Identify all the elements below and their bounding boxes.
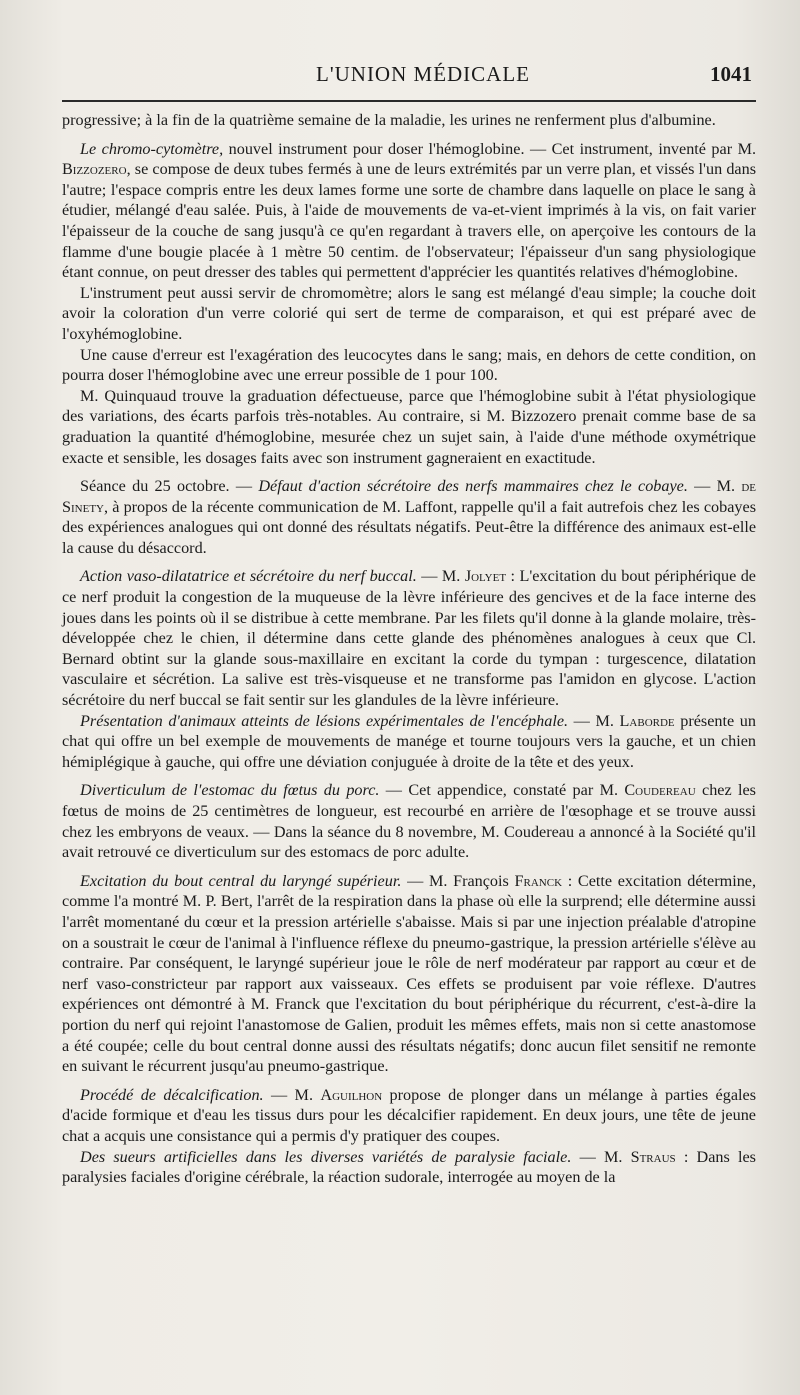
paragraph-text: — M. [263,1085,321,1104]
paragraph-continuation [62,110,756,131]
section-heading: Défaut d'action sécrétoire des nerfs mammaires chez le cobaye. [258,477,688,496]
paragraph-text: — M. François [401,871,515,890]
paragraph-chromo-cytometre [62,139,756,283]
paragraph-quinquaud [62,386,756,468]
author-name: Coudereau [624,781,696,800]
running-header [60,62,760,92]
paragraph-text: progressive; à la fin de la quatrième semaine de la maladie, les urines ne renferment plus d'albumine. [62,111,716,129]
paragraph-text: : Dans les paralysies faciales d'origine cérébrale, la réaction sudorale, interrogée au moyen de la [62,1147,756,1187]
journal-title: L'UNION MÉDICALE [316,62,531,86]
paragraph-text: Une cause d'erreur est l'exagération des leucocytes dans le sang; mais, en dehors de cette condition, on pourra doser l'hémoglobine avec une erreur possible de 1 pour 100. [62,345,756,385]
paragraph-text: — M. [571,1147,631,1166]
author-name: de Sinety [62,477,756,516]
author-name: Straus [630,1147,676,1166]
paragraph-text: — M. [416,567,465,586]
paragraph-nerf-buccal [62,566,756,710]
header-rule [62,100,756,102]
paragraph-text: : Cette excitation détermine, comme l'a montré M. P. Bert, l'arrêt de la respiration dans la phase où elle la surprend; elle détermine aussi l'arrêt momentané du cœur et la pression artérielle s'abaisse. Mais si par une injection préalable d'atropine on a soustrait le cœur de l'animal à l'influence réflexe du pneumo-gastrique, la pression artérielle s'élève au contraire. Par conséquent, le laryngé supérieur joue le rôle de nerf modérateur par rapport au cœur et de nerf vaso-constricteur par rapport aux vaisseaux. Ces effets se produisent par voie réflexe. D'autres expériences ont démontré à M. Franck que l'excitation du bout périphérique du récurrent, c'est-à-dire la portion du nerf qui rejoint l'anastomose de Galien, produit les mêmes effets, mais non si cette anastomose a été coupée; celle du bout central donne aussi des résultats négatifs; donc aucun filet sensitif ne remonte en suivant le récurrent jusqu'au pneumo-gastrique. [62,871,757,1076]
paragraph-text: L'instrument peut aussi servir de chromomètre; alors le sang est mélangé d'eau simple; la couche doit avoir la coloration d'un verre colorié qui sert de terme de comparaison, et qui est préparé avec de l'oxyhémoglobine. [62,283,756,343]
author-name: Laborde [619,711,675,730]
paragraph-text: M. Quinquaud trouve la graduation défectueuse, parce que l'hémoglobine subit à l'état physiologique des variations, des écarts parfois très-notables. Au contraire, si M. Bizzozero prenait comme base de sa graduation la quantité d'hémoglobine, mesurée chez un sujet sain, à l'aide d'une méthode oxymétrique exacte et sensible, les dosages faits avec son instrument gagneraient en exactitude. [62,386,756,467]
paragraph-cause-erreur [62,345,756,386]
paragraph-text: : L'excitation du bout périphérique de ce nerf produit la congestion de la muqueuse de la lèvre inférieure des gencives et de la face interne des joues dans les points où il se distribue à cette membrane. Par les filets qu'il donne à la glande molaire, très-développée chez le chien, il détermine dans cette glande des phénomènes analogues à ceux que Cl. Bernard obtint sur la glande sous-maxillaire en excitant la corde du tympan : turgescence, dilatation vasculaire et sécrétion. La salive est très-visqueuse et ne transforme pas l'amidon en glycose. L'action sécrétoire du nerf buccal se fait sentir sur les glandules de la lèvre inférieure. [62,567,756,710]
paragraph-text: — M. [568,711,620,730]
paragraph-encephale [62,711,756,773]
paragraph-decalcification [62,1085,756,1147]
author-name: Bizzozero [62,160,127,179]
section-heading: Action vaso-dilatatrice et sécrétoire du nerf buccal. [80,567,417,586]
author-name: Franck [514,871,563,890]
paragraph-text: chez les fœtus de moins de 25 centimètres de longueur, est recourbé en arrière de l'œsophage et se trouve aussi chez les embryons de veaux. — Dans la séance du 8 novembre, M. Coudereau a annoncé à la Société qu'il avait retrouvé ce diverticulum sur des estomacs de porc adulte. [62,781,756,862]
paragraph-text: propose de plonger dans un mélange à parties égales d'acide formique et d'eau les tissus durs pour les décalcifier rapidement. En deux jours, une tête de jeune chat a acquis une consistance qui a permis d'y pratiquer des coupes. [62,1085,756,1145]
paragraph-chromometre [62,283,756,345]
section-heading: Diverticulum de l'estomac du fœtus du porc. [80,781,380,800]
section-heading: Présentation d'animaux atteints de lésions expérimentales de l'encéphale. [80,711,569,730]
paragraph-text: — M. [687,477,742,496]
section-heading: Le chromo-cytomètre, [80,139,224,158]
session-date: Séance du 25 octobre. — [80,477,259,496]
paragraph-text: nouvel instrument pour doser l'hémoglobine. — Cet instrument, inventé par M. [223,139,757,158]
paragraph-text: présente un chat qui offre un bel exemple de mouvements de manége et tourne toujours vers la gauche, et un chien hémiplégique à gauche, qui offre une déviation conjuguée à droite de la tête et des yeux. [62,711,756,771]
page-number: 1041 [710,62,752,86]
body-text [62,110,756,1188]
paragraph-text: , à propos de la récente communication de M. Laffont, rappelle qu'il a fait autrefois chez les cobayes des expériences analogues qui ont donné des résultats négatifs. Peut-être la différence des animaux est-elle la cause du désaccord. [62,497,756,557]
author-name: Jolyet [464,567,507,586]
section-heading: Procédé de décalcification. [80,1085,264,1104]
paragraph-diverticulum [62,780,756,862]
paragraph-larynge-superieur [62,871,756,1077]
paragraph-text: — Cet appendice, constaté par M. [379,781,625,800]
author-name: Aguilhon [320,1085,383,1104]
paragraph-text: , se compose de deux tubes fermés à une de leurs extrémités par un verre plan, et vissés l'un dans l'autre; l'espace compris entre les deux lames forme une sorte de chambre dans laquelle on place le sang à étudier, mélangé d'eau salée. Puis, à l'aide de mouvements de va-et-vient imprimés à la vis, on fait varier l'épaisseur de la couche de sang jusqu'à ce qu'en regardant à travers elle, on aperçoive les contours de la flamme d'une bougie placée à 1 mètre 50 centim. de l'observateur; l'épaisseur d'un sang physiologique étant connue, on peut dresser des tables qui permettent d'apprécier les quantités relatives d'hémoglobine. [62,160,756,282]
paragraph-seance-25-octobre [62,476,756,558]
paragraph-sueurs-artificielles [62,1147,756,1188]
section-heading: Excitation du bout central du laryngé supérieur. [80,871,402,890]
section-heading: Des sueurs artificielles dans les diverses variétés de paralysie faciale. [80,1147,572,1166]
